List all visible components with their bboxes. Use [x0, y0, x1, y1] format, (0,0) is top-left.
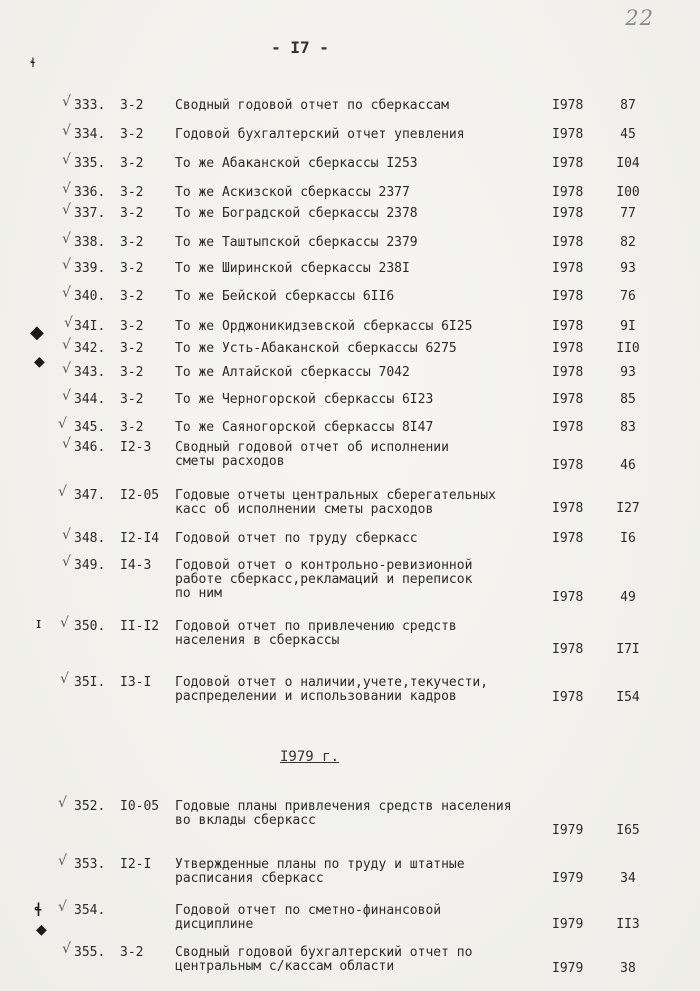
checkmark-icon: √: [58, 484, 67, 500]
entry-code: 3-2: [120, 341, 144, 356]
entry-sheet-count: II0: [616, 341, 640, 356]
entry-number: 350.: [74, 619, 106, 634]
entry-description: Утвержденные планы по труду и штатные расписания сберкасс: [175, 857, 465, 886]
entry-number: 349.: [74, 558, 106, 573]
entry-sheet-count: 38: [620, 961, 636, 976]
entry-number: 352.: [74, 799, 106, 814]
entry-code: 3-2: [120, 319, 144, 334]
entry-number: 343.: [74, 365, 106, 380]
entry-number: 339.: [74, 261, 106, 276]
entry-description: Годовой отчет по труду сберкасс: [175, 531, 418, 546]
entry-sheet-count: 49: [620, 590, 636, 605]
entry-number: 346.: [74, 440, 106, 455]
entry-number: 355.: [74, 945, 106, 960]
checkmark-icon: √: [62, 527, 71, 543]
checkmark-icon: √: [62, 181, 71, 197]
entry-year: I978: [552, 392, 584, 407]
entry-code: I2-I4: [120, 531, 160, 546]
page-title: - I7 -: [271, 38, 329, 57]
entry-number: 344.: [74, 392, 106, 407]
entry-sheet-count: 46: [620, 458, 636, 473]
entry-year: I979: [552, 823, 584, 838]
entry-year: I978: [552, 319, 584, 334]
entry-sheet-count: 77: [620, 206, 636, 221]
entry-description: Годовой отчет о наличии,учете,текучести, распределении и использовании кадров: [175, 675, 489, 704]
entry-sheet-count: 82: [620, 235, 636, 250]
entry-description: Сводный годовой отчет об исполнении сметы расходов: [175, 440, 449, 469]
checkmark-icon: √: [62, 257, 71, 273]
checkmark-icon: √: [58, 853, 67, 869]
entry-number: 333.: [74, 98, 106, 113]
entry-description: То же Аскизской сберкассы 2377: [175, 185, 410, 200]
entry-number: 337.: [74, 206, 106, 221]
entry-number: 354.: [74, 903, 106, 918]
entry-code: 3-2: [120, 235, 144, 250]
entry-year: I978: [552, 420, 584, 435]
ink-blot: ◆: [34, 354, 45, 370]
entry-description: То же Таштыпской сберкассы 2379: [175, 235, 418, 250]
checkmark-icon: √: [62, 554, 71, 570]
entry-description: Сводный годовой бухгалтерский отчет по центральным с/кассам области: [175, 945, 473, 974]
entry-description: Годовой бухгалтерский отчет упевления: [175, 127, 465, 142]
entry-code: 3-2: [120, 156, 144, 171]
entry-number: 34I.: [74, 319, 106, 334]
entry-code: II-I2: [120, 619, 160, 634]
checkmark-icon: √: [62, 231, 71, 247]
entry-code: 3-2: [120, 127, 144, 142]
entry-code: I0-05: [120, 799, 160, 814]
entry-number: 353.: [74, 857, 106, 872]
entry-sheet-count: 83: [620, 420, 636, 435]
entry-code: 3-2: [120, 206, 144, 221]
entry-sheet-count: I7I: [616, 642, 640, 657]
checkmark-icon: √: [62, 436, 71, 452]
entry-year: I978: [552, 690, 584, 705]
entry-number: 345.: [74, 420, 106, 435]
entry-number: 348.: [74, 531, 106, 546]
entry-description: То же Орджоникидзевской сберкассы 6I25: [175, 319, 473, 334]
entry-description: То же Ширинской сберкассы 238I: [175, 261, 410, 276]
entry-sheet-count: I54: [616, 690, 640, 705]
entry-code: 3-2: [120, 365, 144, 380]
entry-sheet-count: 34: [620, 871, 636, 886]
entry-year: I979: [552, 871, 584, 886]
entry-sheet-count: I6: [620, 531, 636, 546]
entry-sheet-count: I00: [616, 185, 640, 200]
entry-year: I978: [552, 235, 584, 250]
entry-code: 3-2: [120, 289, 144, 304]
checkmark-icon: √: [62, 285, 71, 301]
entry-sheet-count: I65: [616, 823, 640, 838]
entry-year: I978: [552, 127, 584, 142]
entry-year: I978: [552, 98, 584, 113]
margin-mark: ɬ: [30, 56, 36, 70]
entry-description: Годовые планы привлечения средств населения во вклады сберкасс: [175, 799, 512, 828]
entry-year: I978: [552, 156, 584, 171]
entry-number: 334.: [74, 127, 106, 142]
entry-sheet-count: 45: [620, 127, 636, 142]
entry-description: То же Усть-Абаканской сберкассы 6275: [175, 341, 457, 356]
entry-number: 335.: [74, 156, 106, 171]
checkmark-icon: √: [58, 795, 67, 811]
entry-sheet-count: I04: [616, 156, 640, 171]
entry-code: 3-2: [120, 98, 144, 113]
margin-mark: ɬ: [34, 900, 43, 921]
checkmark-icon: √: [58, 899, 67, 915]
entry-description: То же Черногорской сберкассы 6I23: [175, 392, 434, 407]
entry-description: Годовые отчеты центральных сберегательных касс об исполнении сметы расходов: [175, 488, 496, 517]
ink-blot: ◆: [30, 322, 44, 343]
entry-sheet-count: 93: [620, 365, 636, 380]
checkmark-icon: √: [62, 152, 71, 168]
entry-year: I978: [552, 261, 584, 276]
entry-code: 3-2: [120, 261, 144, 276]
checkmark-icon: √: [62, 337, 71, 353]
checkmark-icon: √: [60, 671, 69, 687]
checkmark-icon: √: [62, 202, 71, 218]
entry-year: I978: [552, 289, 584, 304]
checkmark-icon: √: [62, 361, 71, 377]
entry-year: I978: [552, 501, 584, 516]
ink-blot: ◆: [36, 922, 47, 938]
entry-year: I978: [552, 365, 584, 380]
entry-year: I978: [552, 341, 584, 356]
year-heading: I979 г.: [280, 749, 340, 765]
entry-description: Сводный годовой отчет по сберкассам: [175, 98, 449, 113]
entry-description: То же Боградской сберкассы 2378: [175, 206, 418, 221]
entry-description: Годовой отчет по привлечению средств населения в сберкассы: [175, 619, 457, 648]
entry-sheet-count: I27: [616, 501, 640, 516]
entry-code: 3-2: [120, 185, 144, 200]
checkmark-icon: √: [60, 615, 69, 631]
entry-year: I978: [552, 185, 584, 200]
entry-number: 336.: [74, 185, 106, 200]
entry-sheet-count: 85: [620, 392, 636, 407]
entry-year: I979: [552, 961, 584, 976]
checkmark-icon: √: [62, 123, 71, 139]
checkmark-icon: √: [62, 941, 71, 957]
entry-number: 340.: [74, 289, 106, 304]
entry-description: То же Абаканской сберкассы I253: [175, 156, 418, 171]
entry-description: Годовой отчет по сметно-финансовой дисциплине: [175, 903, 442, 932]
checkmark-icon: √: [58, 416, 67, 432]
entry-year: I978: [552, 531, 584, 546]
entry-code: I2-05: [120, 488, 160, 503]
entry-description: То же Бейской сберкассы 6II6: [175, 289, 395, 304]
entry-code: I2-3: [120, 440, 152, 455]
checkmark-icon: √: [62, 94, 71, 110]
entry-year: I978: [552, 206, 584, 221]
entry-code: I2-I: [120, 857, 152, 872]
entry-code: I3-I: [120, 675, 152, 690]
entry-code: I4-3: [120, 558, 152, 573]
entry-sheet-count: 87: [620, 98, 636, 113]
entry-number: 347.: [74, 488, 106, 503]
entry-year: I978: [552, 590, 584, 605]
entry-sheet-count: 76: [620, 289, 636, 304]
entry-code: 3-2: [120, 945, 144, 960]
entry-number: 342.: [74, 341, 106, 356]
entry-code: 3-2: [120, 392, 144, 407]
entry-code: 3-2: [120, 420, 144, 435]
margin-mark: ɪ: [36, 616, 42, 632]
handwritten-page-number: 22: [625, 6, 654, 30]
entry-sheet-count: 9I: [620, 319, 636, 334]
entry-description: Годовой отчет о контрольно-ревизионной работе сберкасс,рекламаций и переписок по ним: [175, 558, 473, 601]
entry-number: 338.: [74, 235, 106, 250]
entry-number: 35I.: [74, 675, 106, 690]
entry-year: I978: [552, 458, 584, 473]
entry-sheet-count: II3: [616, 917, 640, 932]
entry-description: То же Саяногорской сберкассы 8I47: [175, 420, 434, 435]
entry-sheet-count: 93: [620, 261, 636, 276]
entry-year: I978: [552, 642, 584, 657]
checkmark-icon: √: [62, 388, 71, 404]
entry-year: I979: [552, 917, 584, 932]
checkmark-icon: √: [64, 315, 73, 331]
entry-description: То же Алтайской сберкассы 7042: [175, 365, 410, 380]
